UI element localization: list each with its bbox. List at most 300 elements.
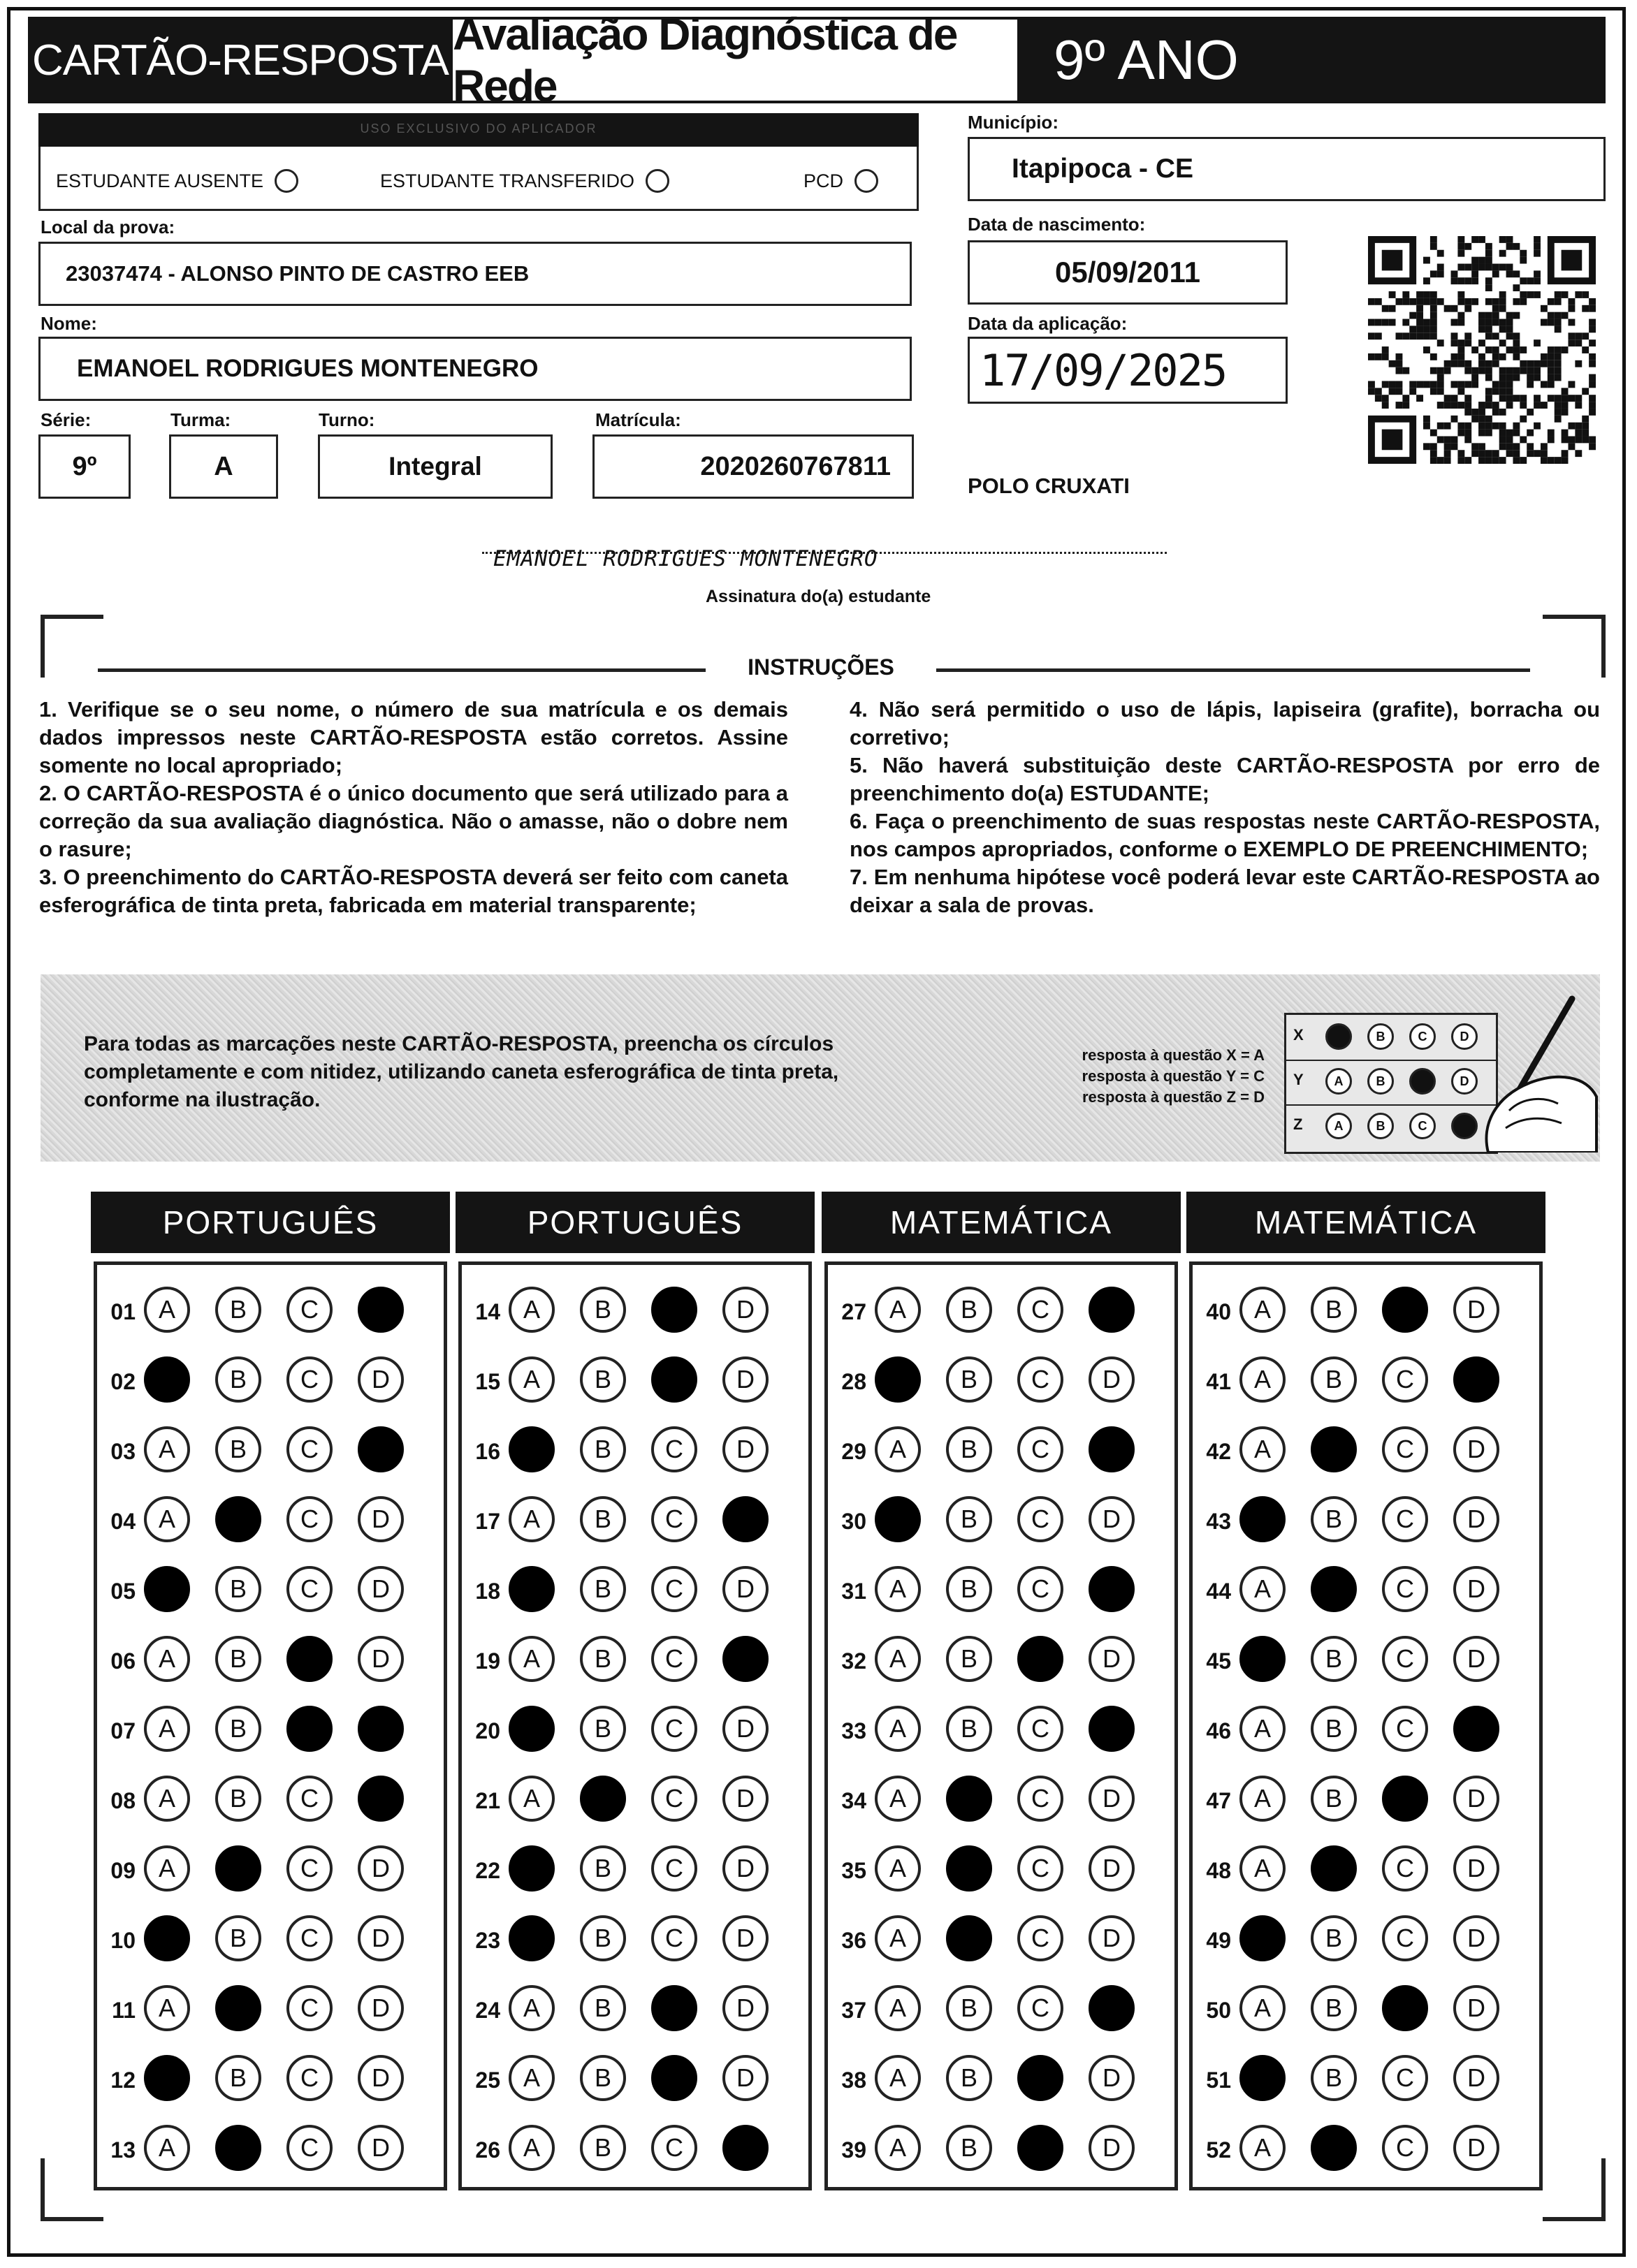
- answer-bubble-b[interactable]: [1311, 1566, 1357, 1612]
- section-title: MATEMÁTICA: [822, 1192, 1181, 1253]
- answer-bubble-c[interactable]: C: [286, 1915, 333, 1961]
- answer-bubble-b[interactable]: [1311, 2125, 1357, 2171]
- turma-field: A: [169, 434, 278, 499]
- answer-bubble-c[interactable]: [1382, 1287, 1428, 1333]
- answer-bubble-b[interactable]: B: [215, 2055, 261, 2101]
- answer-bubble-d[interactable]: D: [1453, 1496, 1499, 1542]
- answer-bubble-c[interactable]: C: [286, 1845, 333, 1892]
- answer-bubble-a[interactable]: A: [144, 1636, 190, 1682]
- answer-bubble-d[interactable]: D: [358, 2055, 404, 2101]
- question-number: 02: [110, 1369, 136, 1394]
- answer-bubble-d[interactable]: D: [1089, 1776, 1135, 1822]
- question-number: 41: [1206, 1369, 1231, 1394]
- answer-bubble-c[interactable]: C: [651, 1915, 697, 1961]
- answer-bubble-b[interactable]: B: [215, 1566, 261, 1612]
- frame-corner: [1543, 615, 1606, 678]
- answer-bubble-c[interactable]: C: [1017, 1356, 1063, 1403]
- pcd-option[interactable]: [803, 169, 878, 193]
- answer-bubble-d[interactable]: D: [1453, 1776, 1499, 1822]
- answer-bubble-d[interactable]: [1453, 1356, 1499, 1403]
- answer-bubble-c[interactable]: C: [1017, 1496, 1063, 1542]
- answer-bubble-b[interactable]: B: [215, 1636, 261, 1682]
- answer-bubble-d[interactable]: D: [358, 1636, 404, 1682]
- app-date-field: 17/09/2025: [968, 337, 1288, 404]
- question-number: 25: [475, 2068, 500, 2093]
- answer-bubble-a[interactable]: A: [875, 1636, 921, 1682]
- answer-bubble-d[interactable]: D: [1453, 1426, 1499, 1472]
- instructions-left: [39, 696, 788, 919]
- answer-bubble-b[interactable]: B: [580, 1496, 626, 1542]
- question-number: 06: [110, 1648, 136, 1674]
- answer-bubble-d[interactable]: D: [1089, 1496, 1135, 1542]
- answer-bubble-a[interactable]: [144, 1566, 190, 1612]
- answer-bubble-d[interactable]: D: [1453, 1845, 1499, 1892]
- answer-bubble-d[interactable]: [722, 1496, 769, 1542]
- answer-bubble-b[interactable]: [1311, 1845, 1357, 1892]
- answer-bubble-d[interactable]: [358, 1706, 404, 1752]
- answer-bubble-c[interactable]: [651, 1356, 697, 1403]
- answer-bubble-b[interactable]: [1311, 1426, 1357, 1472]
- answer-bubble-c[interactable]: [286, 1706, 333, 1752]
- answer-bubble-b[interactable]: B: [946, 1496, 992, 1542]
- answer-bubble-b[interactable]: [215, 1845, 261, 1892]
- answer-bubble-c[interactable]: C: [651, 1496, 697, 1542]
- answer-bubble-d[interactable]: D: [358, 1985, 404, 2031]
- answer-bubble-a[interactable]: A: [1239, 1356, 1286, 1403]
- answer-bubble-d[interactable]: D: [1453, 1985, 1499, 2031]
- question-number: 21: [475, 1788, 500, 1813]
- question-number: 16: [475, 1439, 500, 1464]
- question-number: 39: [841, 2137, 866, 2163]
- answer-bubble-a[interactable]: A: [1239, 1426, 1286, 1472]
- example-bubble: D: [1451, 1068, 1478, 1095]
- transferred-label: ESTUDANTE TRANSFERIDO: [380, 170, 635, 191]
- question-number: 22: [475, 1858, 500, 1883]
- answer-bubble-a[interactable]: [1239, 1915, 1286, 1961]
- question-number: 42: [1206, 1439, 1231, 1464]
- hand-pen-icon: [1467, 992, 1600, 1153]
- answer-bubble-d[interactable]: D: [1453, 1566, 1499, 1612]
- municipio-field: Itapipoca - CE: [968, 137, 1606, 201]
- question-number: 08: [110, 1788, 136, 1813]
- answer-bubble-a[interactable]: A: [875, 1915, 921, 1961]
- answer-bubble-b[interactable]: B: [580, 1566, 626, 1612]
- question-number: 04: [110, 1509, 136, 1534]
- question-number: 29: [841, 1439, 866, 1464]
- answer-bubble-d[interactable]: [1089, 1426, 1135, 1472]
- answer-bubble-b[interactable]: B: [946, 1706, 992, 1752]
- question-number: 01: [110, 1299, 136, 1324]
- answer-bubble-c[interactable]: C: [1382, 1356, 1428, 1403]
- absent-option[interactable]: [56, 169, 298, 193]
- status-bar: [38, 113, 919, 147]
- answer-bubble-d[interactable]: [1089, 1287, 1135, 1333]
- answer-bubble-b[interactable]: B: [946, 1426, 992, 1472]
- answer-bubble-b[interactable]: B: [946, 1985, 992, 2031]
- answer-bubble-d[interactable]: D: [358, 1845, 404, 1892]
- instruction-item: 5. Não haverá substituição deste CARTÃO-RESPOSTA por erro de preenchimento do(a) ESTUDANTE;: [850, 753, 1600, 805]
- answer-bubble-d[interactable]: D: [1453, 1915, 1499, 1961]
- answer-bubble-d[interactable]: D: [722, 1776, 769, 1822]
- answer-bubble-a[interactable]: A: [509, 2125, 555, 2171]
- answer-bubble-b[interactable]: B: [1311, 1706, 1357, 1752]
- question-number: 03: [110, 1439, 136, 1464]
- answer-bubble-d[interactable]: [722, 1636, 769, 1682]
- answer-bubble-b[interactable]: B: [580, 2055, 626, 2101]
- answer-bubble-a[interactable]: A: [1239, 1566, 1286, 1612]
- question-number: 52: [1206, 2137, 1231, 2163]
- location-label: Local da prova:: [41, 217, 175, 237]
- answer-bubble-d[interactable]: D: [1453, 2125, 1499, 2171]
- turno-label: Turno:: [319, 409, 375, 430]
- answer-bubble-d[interactable]: D: [722, 1287, 769, 1333]
- question-number: 38: [841, 2068, 866, 2093]
- answer-bubble-d[interactable]: D: [1453, 2055, 1499, 2101]
- question-number: 14: [475, 1299, 500, 1324]
- answer-bubble-a[interactable]: A: [1239, 1706, 1286, 1752]
- answer-bubble-a[interactable]: A: [875, 1287, 921, 1333]
- answer-bubble-b[interactable]: [215, 2125, 261, 2171]
- answer-bubble-a[interactable]: A: [875, 1776, 921, 1822]
- answer-bubble-a[interactable]: A: [875, 2055, 921, 2101]
- instruction-item: 7. Em nenhuma hipótese você poderá levar este CARTÃO-RESPOSTA ao deixar a sala de provas.: [850, 865, 1600, 917]
- answer-bubble-a[interactable]: A: [509, 1496, 555, 1542]
- answer-bubble-c[interactable]: [1382, 1985, 1428, 2031]
- instruction-item: 2. O CARTÃO-RESPOSTA é o único documento que será utilizado para a correção da sua avaliação diagnóstica. Não o amasse, não o dobre nem o rasure;: [39, 781, 788, 861]
- municipio-label: Município:: [968, 112, 1058, 133]
- answer-bubble-b[interactable]: B: [946, 1356, 992, 1403]
- answer-bubble-a[interactable]: A: [144, 1776, 190, 1822]
- answer-bubble-b[interactable]: B: [1311, 1636, 1357, 1682]
- answer-bubble-c[interactable]: C: [651, 1845, 697, 1892]
- answer-bubble-d[interactable]: [358, 1776, 404, 1822]
- polo-label: POLO CRUXATI: [968, 474, 1130, 498]
- answer-bubble-b[interactable]: B: [1311, 2055, 1357, 2101]
- question-number: 30: [841, 1509, 866, 1534]
- question-number: 31: [841, 1579, 866, 1604]
- answer-bubble-a[interactable]: A: [144, 1706, 190, 1752]
- answer-bubble-c[interactable]: [286, 1636, 333, 1682]
- example-bubble: [1325, 1023, 1352, 1050]
- example-text: Para todas as marcações neste CARTÃO-RESPOSTA, preencha os círculos completamente e com nitidez, utilizando caneta esferográfica de tinta preta, conforme na ilustração.: [84, 1032, 839, 1111]
- question-number: 11: [112, 1998, 136, 2023]
- instructions-title: INSTRUÇÕES: [706, 654, 936, 687]
- answer-bubble-c[interactable]: C: [1017, 1566, 1063, 1612]
- answer-bubble-b[interactable]: B: [215, 1915, 261, 1961]
- transferred-option[interactable]: [380, 169, 669, 193]
- birth-field: 05/09/2011: [968, 240, 1288, 305]
- answer-bubble-d[interactable]: [358, 1426, 404, 1472]
- example-row: [1286, 1015, 1496, 1061]
- answer-bubble-c[interactable]: [651, 1287, 697, 1333]
- answer-bubble-b[interactable]: [215, 1985, 261, 2031]
- answer-bubble-b[interactable]: B: [580, 1985, 626, 2031]
- answer-bubble-b[interactable]: B: [1311, 1915, 1357, 1961]
- answer-bubble-c[interactable]: C: [1017, 1776, 1063, 1822]
- answer-bubble-a[interactable]: [875, 1496, 921, 1542]
- answer-bubble-c[interactable]: C: [286, 1566, 333, 1612]
- answer-bubble-a[interactable]: [144, 2055, 190, 2101]
- answer-bubble-d[interactable]: D: [722, 1566, 769, 1612]
- answer-bubble-a[interactable]: A: [875, 1426, 921, 1472]
- answer-bubble-a[interactable]: [509, 1845, 555, 1892]
- answer-bubble-c[interactable]: C: [651, 2125, 697, 2171]
- answer-bubble-d[interactable]: D: [1089, 2125, 1135, 2171]
- answer-bubble-d[interactable]: [722, 2125, 769, 2171]
- question-number: 17: [475, 1509, 500, 1534]
- answer-bubble-c[interactable]: [651, 1985, 697, 2031]
- answer-bubble-a[interactable]: [144, 1356, 190, 1403]
- exam-title: Avaliação Diagnóstica de Rede: [453, 17, 1017, 103]
- answer-bubble-d[interactable]: D: [358, 2125, 404, 2171]
- answer-bubble-d[interactable]: D: [722, 1915, 769, 1961]
- answer-bubble-d[interactable]: D: [722, 1706, 769, 1752]
- answer-bubble-a[interactable]: A: [144, 1287, 190, 1333]
- answer-bubble-a[interactable]: A: [144, 2125, 190, 2171]
- answer-bubble-c[interactable]: C: [1382, 1426, 1428, 1472]
- example-bubble: A: [1325, 1113, 1352, 1139]
- pcd-label: PCD: [803, 170, 844, 191]
- answer-bubble-c[interactable]: C: [651, 1706, 697, 1752]
- example-legend-item: resposta à questão Y = C: [1082, 1067, 1265, 1085]
- answer-bubble-d[interactable]: D: [1089, 1356, 1135, 1403]
- answer-bubble-c[interactable]: C: [1382, 1566, 1428, 1612]
- answer-bubble-d[interactable]: D: [1089, 1915, 1135, 1961]
- answer-bubble-c[interactable]: C: [1382, 1636, 1428, 1682]
- birth-label: Data de nascimento:: [968, 214, 1146, 235]
- answer-bubble-c[interactable]: C: [1382, 2125, 1428, 2171]
- answer-bubble-a[interactable]: [144, 1915, 190, 1961]
- example-grid: [1284, 1013, 1498, 1154]
- answer-bubble-d[interactable]: D: [722, 1985, 769, 2031]
- answer-bubble-c[interactable]: C: [286, 2055, 333, 2101]
- answer-bubble-a[interactable]: A: [144, 1985, 190, 2031]
- answer-bubble-a[interactable]: A: [509, 1356, 555, 1403]
- question-number: 35: [841, 1858, 866, 1883]
- answer-bubble-b[interactable]: B: [1311, 1496, 1357, 1542]
- answer-bubble-a[interactable]: A: [509, 1776, 555, 1822]
- answer-bubble-c[interactable]: [1017, 1636, 1063, 1682]
- answer-bubble-a[interactable]: [509, 1915, 555, 1961]
- answer-bubble-a[interactable]: [509, 1706, 555, 1752]
- question-number: 36: [841, 1928, 866, 1953]
- answer-bubble-c[interactable]: C: [1382, 1915, 1428, 1961]
- example-bubble: C: [1409, 1113, 1436, 1139]
- answer-bubble-b[interactable]: B: [580, 1706, 626, 1752]
- answer-bubble-c[interactable]: C: [286, 2125, 333, 2171]
- answer-bubble-d[interactable]: [1089, 1566, 1135, 1612]
- answer-bubble-b[interactable]: B: [215, 1426, 261, 1472]
- question-number: 18: [475, 1579, 500, 1604]
- signature: EMANOEL RODRIGUES MONTENEGRO: [493, 546, 878, 571]
- answer-bubble-a[interactable]: A: [509, 1985, 555, 2031]
- section-title: PORTUGUÊS: [91, 1192, 450, 1253]
- answer-bubble-d[interactable]: D: [1089, 2055, 1135, 2101]
- answer-bubble-a[interactable]: A: [509, 1287, 555, 1333]
- frame-corner: [41, 615, 103, 678]
- answer-bubble-d[interactable]: [1089, 1706, 1135, 1752]
- question-number: 46: [1206, 1718, 1231, 1743]
- answer-bubble-c[interactable]: C: [1382, 1496, 1428, 1542]
- answer-bubble-a[interactable]: A: [875, 1985, 921, 2031]
- answer-bubble-b[interactable]: B: [946, 2125, 992, 2171]
- answer-bubble-d[interactable]: D: [1089, 1636, 1135, 1682]
- answer-bubble-c[interactable]: C: [1017, 1426, 1063, 1472]
- answer-bubble-a[interactable]: [1239, 1636, 1286, 1682]
- answer-bubble-a[interactable]: A: [1239, 1845, 1286, 1892]
- answer-bubble-d[interactable]: D: [1089, 1845, 1135, 1892]
- example-row-label: X: [1293, 1026, 1304, 1044]
- answer-bubble-d[interactable]: D: [722, 1426, 769, 1472]
- question-number: 26: [475, 2137, 500, 2163]
- absent-label: ESTUDANTE AUSENTE: [56, 170, 264, 191]
- answer-bubble-a[interactable]: A: [144, 1426, 190, 1472]
- turma-label: Turma:: [170, 409, 231, 430]
- answer-bubble-b[interactable]: B: [946, 1566, 992, 1612]
- answer-bubble-b[interactable]: B: [946, 2055, 992, 2101]
- question-number: 09: [110, 1858, 136, 1883]
- example-row: [1286, 1104, 1496, 1149]
- answer-bubble-b[interactable]: B: [580, 1915, 626, 1961]
- answer-bubble-a[interactable]: A: [875, 1845, 921, 1892]
- question-number: 23: [475, 1928, 500, 1953]
- answer-bubble-c[interactable]: C: [1382, 1845, 1428, 1892]
- answer-bubble-b[interactable]: B: [580, 2125, 626, 2171]
- answer-bubble-c[interactable]: C: [1382, 2055, 1428, 2101]
- absent-checkbox[interactable]: [275, 169, 298, 193]
- answer-bubble-a[interactable]: [1239, 1496, 1286, 1542]
- answer-bubble-c[interactable]: C: [1017, 1915, 1063, 1961]
- answer-bubble-a[interactable]: A: [1239, 1776, 1286, 1822]
- answer-bubble-c[interactable]: C: [286, 1287, 333, 1333]
- answer-bubble-b[interactable]: [946, 1776, 992, 1822]
- serie-label: Série:: [41, 409, 92, 430]
- answer-bubble-c[interactable]: C: [286, 1985, 333, 2031]
- grade-title: 9º ANO: [1017, 17, 1606, 103]
- answer-bubble-c[interactable]: [1017, 2125, 1063, 2171]
- answer-bubble-c[interactable]: C: [651, 1566, 697, 1612]
- answer-bubble-a[interactable]: A: [875, 1706, 921, 1752]
- answer-bubble-c[interactable]: [651, 2055, 697, 2101]
- app-date-label: Data da aplicação:: [968, 313, 1128, 334]
- answer-bubble-a[interactable]: A: [144, 1845, 190, 1892]
- answer-bubble-d[interactable]: D: [358, 1356, 404, 1403]
- answer-bubble-a[interactable]: [509, 1566, 555, 1612]
- answer-bubble-a[interactable]: A: [1239, 1985, 1286, 2031]
- answer-bubble-d[interactable]: D: [1453, 1287, 1499, 1333]
- example-legend: [978, 1045, 1265, 1108]
- signature-caption: Assinatura do(a) estudante: [706, 587, 931, 606]
- answer-bubble-c[interactable]: C: [286, 1426, 333, 1472]
- answer-bubble-a[interactable]: [509, 1426, 555, 1472]
- answer-bubble-b[interactable]: B: [946, 1636, 992, 1682]
- answer-bubble-b[interactable]: B: [215, 1706, 261, 1752]
- answer-bubble-a[interactable]: [875, 1356, 921, 1403]
- answer-bubble-b[interactable]: B: [580, 1636, 626, 1682]
- answer-bubble-a[interactable]: A: [509, 1636, 555, 1682]
- answer-bubble-c[interactable]: C: [1017, 1287, 1063, 1333]
- answer-bubble-b[interactable]: B: [1311, 1985, 1357, 2031]
- answer-bubble-b[interactable]: [215, 1496, 261, 1542]
- answer-bubble-d[interactable]: [358, 1287, 404, 1333]
- answer-bubble-b[interactable]: [580, 1776, 626, 1822]
- question-number: 49: [1206, 1928, 1231, 1953]
- answer-bubble-b[interactable]: B: [215, 1287, 261, 1333]
- answer-bubble-c[interactable]: C: [1017, 1706, 1063, 1752]
- answer-bubble-a[interactable]: A: [1239, 1287, 1286, 1333]
- answer-bubble-d[interactable]: D: [358, 1915, 404, 1961]
- answer-bubble-d[interactable]: D: [722, 2055, 769, 2101]
- question-number: 05: [110, 1579, 136, 1604]
- card-title: CARTÃO-RESPOSTA: [28, 17, 453, 103]
- question-number: 19: [475, 1648, 500, 1674]
- answer-bubble-c[interactable]: C: [286, 1496, 333, 1542]
- answer-bubble-a[interactable]: A: [875, 1566, 921, 1612]
- answer-bubble-b[interactable]: B: [1311, 1287, 1357, 1333]
- answer-bubble-c[interactable]: C: [651, 1776, 697, 1822]
- answer-bubble-d[interactable]: D: [722, 1845, 769, 1892]
- answer-bubble-c[interactable]: C: [1017, 1985, 1063, 2031]
- example-bubble: D: [1451, 1023, 1478, 1050]
- pcd-checkbox[interactable]: [854, 169, 878, 193]
- answer-bubble-c[interactable]: C: [1382, 1706, 1428, 1752]
- answer-bubble-b[interactable]: [946, 1845, 992, 1892]
- answer-bubble-c[interactable]: [1017, 2055, 1063, 2101]
- answer-bubble-c[interactable]: C: [286, 1356, 333, 1403]
- answer-bubble-c[interactable]: C: [651, 1636, 697, 1682]
- answer-bubble-b[interactable]: B: [580, 1426, 626, 1472]
- answer-bubble-a[interactable]: A: [509, 2055, 555, 2101]
- instruction-item: 6. Faça o preenchimento de suas respostas neste CARTÃO-RESPOSTA, nos campos apropriados, conforme o EXEMPLO DE PREENCHIMENTO;: [850, 809, 1600, 861]
- answer-bubble-c[interactable]: C: [1017, 1845, 1063, 1892]
- location-field: 23037474 - ALONSO PINTO DE CASTRO EEB: [38, 242, 912, 306]
- answer-bubble-d[interactable]: D: [358, 1496, 404, 1542]
- answer-bubble-b[interactable]: [946, 1915, 992, 1961]
- answer-bubble-a[interactable]: A: [875, 2125, 921, 2171]
- matricula-label: Matrícula:: [595, 409, 681, 430]
- answer-bubble-c[interactable]: C: [286, 1776, 333, 1822]
- answer-bubble-d[interactable]: D: [358, 1566, 404, 1612]
- transferred-checkbox[interactable]: [646, 169, 669, 193]
- question-number: 15: [475, 1369, 500, 1394]
- question-number: 12: [110, 2068, 136, 2093]
- answer-bubble-d[interactable]: [1453, 1706, 1499, 1752]
- answer-bubble-b[interactable]: B: [215, 1776, 261, 1822]
- question-number: 33: [841, 1718, 866, 1743]
- example-bubble: B: [1367, 1113, 1394, 1139]
- answer-bubble-a[interactable]: A: [1239, 2125, 1286, 2171]
- question-number: 10: [110, 1928, 136, 1953]
- answer-bubble-b[interactable]: B: [580, 1845, 626, 1892]
- answer-bubble-a[interactable]: [1239, 2055, 1286, 2101]
- answer-bubble-b[interactable]: B: [1311, 1356, 1357, 1403]
- answer-bubble-d[interactable]: [1089, 1985, 1135, 2031]
- answer-bubble-b[interactable]: B: [580, 1356, 626, 1403]
- answer-bubble-d[interactable]: D: [1453, 1636, 1499, 1682]
- instruction-item: 4. Não será permitido o uso de lápis, lapiseira (grafite), borracha ou corretivo;: [850, 697, 1600, 749]
- answer-bubble-d[interactable]: D: [722, 1356, 769, 1403]
- answer-bubble-c[interactable]: [1382, 1776, 1428, 1822]
- answer-bubble-a[interactable]: A: [144, 1496, 190, 1542]
- answer-bubble-b[interactable]: B: [215, 1356, 261, 1403]
- answer-bubble-c[interactable]: C: [651, 1426, 697, 1472]
- question-number: 27: [841, 1299, 866, 1324]
- example-bubble: A: [1325, 1068, 1352, 1095]
- answer-bubble-b[interactable]: B: [946, 1287, 992, 1333]
- example-legend-item: resposta à questão X = A: [1082, 1046, 1265, 1064]
- answer-bubble-b[interactable]: B: [580, 1287, 626, 1333]
- answer-bubble-b[interactable]: B: [1311, 1776, 1357, 1822]
